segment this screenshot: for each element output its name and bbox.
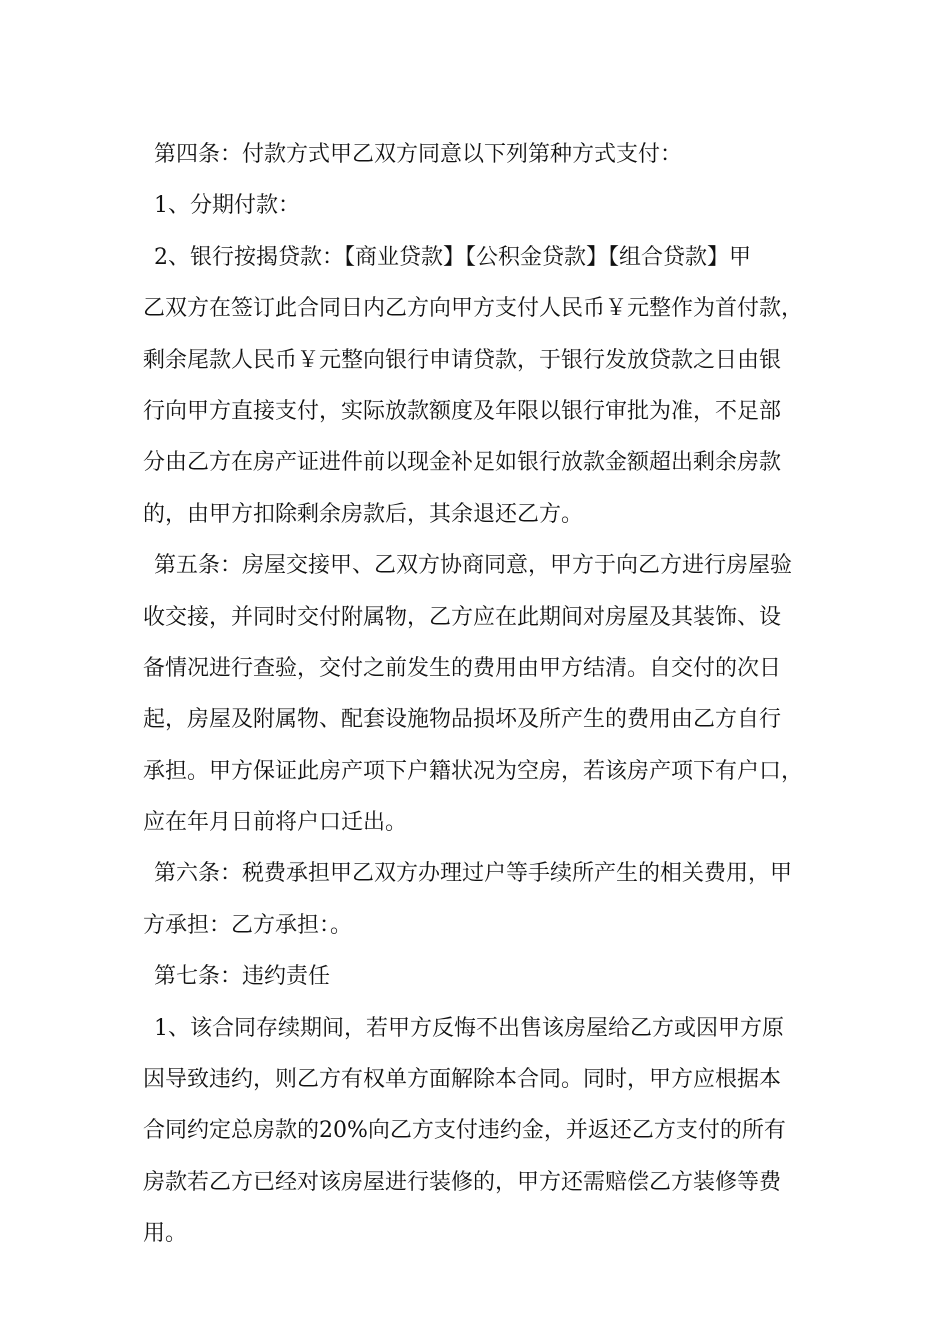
- paragraph-line: 分由乙方在房产证进件前以现金补足如银行放款金额超出剩余房款: [143, 450, 782, 476]
- paragraph-line: 用。: [143, 1221, 188, 1247]
- breach-item-line: 1、该合同存续期间，若甲方反悔不出售该房屋给乙方或因甲方原: [154, 1015, 784, 1041]
- paragraph-line: 方承担：乙方承担：。: [143, 912, 353, 938]
- paragraph-line: 起，房屋及附属物、配套设施物品损坏及所产生的费用由乙方自行: [143, 707, 782, 733]
- paragraph-line: 合同约定总房款的20%向乙方支付违约金，并返还乙方支付的所有: [143, 1118, 786, 1144]
- paragraph-line: 收交接，并同时交付附属物，乙方应在此期间对房屋及其装饰、设: [143, 604, 782, 630]
- paragraph-line: 房款若乙方已经对该房屋进行装修的，甲方还需赔偿乙方装修等费: [143, 1169, 782, 1195]
- article-5-heading: 第五条：房屋交接甲、乙双方协商同意，甲方于向乙方进行房屋验: [154, 553, 793, 579]
- paragraph-line: 因导致违约，则乙方有权单方面解除本合同。同时，甲方应根据本: [143, 1067, 782, 1093]
- paragraph-line: 应在年月日前将户口迁出。: [143, 810, 408, 836]
- mortgage-item-line: 2、银行按揭贷款：【商业贷款】【公积金贷款】【组合贷款】甲: [154, 244, 751, 270]
- installment-item: 1、分期付款：: [154, 193, 300, 219]
- paragraph-line: 剩余尾款人民币￥元整向银行申请贷款，于银行发放贷款之日由银: [143, 347, 782, 373]
- paragraph-line: 的，由甲方扣除剩余房款后，其余退还乙方。: [143, 501, 584, 527]
- contract-body: [143, 129, 823, 1260]
- article-4-heading: 第四条：付款方式甲乙双方同意以下列第种方式支付：: [154, 142, 683, 167]
- paragraph-line: 行向甲方直接支付，实际放款额度及年限以银行审批为准，不足部: [143, 398, 782, 424]
- paragraph-line: 备情况进行查验，交付之前发生的费用由甲方结清。自交付的次日: [143, 655, 782, 681]
- paragraph-line: 承担。甲方保证此房产项下户籍状况为空房，若该房产项下有户口，: [143, 758, 804, 784]
- article-6-heading: 第六条：税费承担甲乙双方办理过户等手续所产生的相关费用，甲: [154, 861, 793, 887]
- article-7-heading: 第七条：违约责任: [154, 964, 331, 990]
- paragraph-line: 乙双方在签订此合同日内乙方向甲方支付人民币￥元整作为首付款，: [143, 296, 804, 322]
